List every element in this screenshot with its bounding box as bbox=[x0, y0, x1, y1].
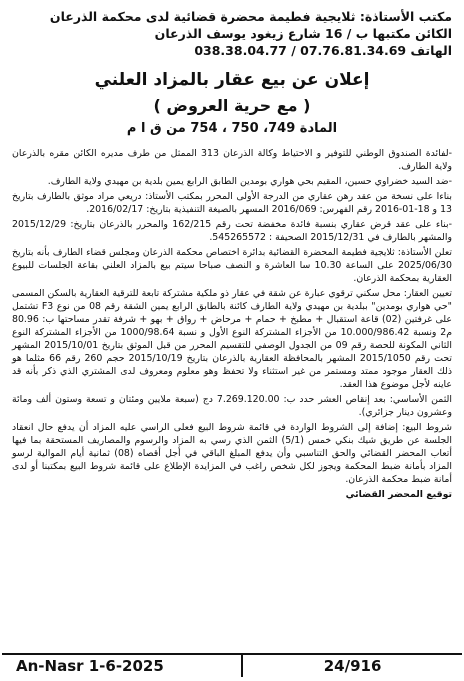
notice-title: إعلان عن بيع عقار بالمزاد العلني bbox=[94, 70, 370, 90]
auction-announcement-paragraph: تعلن الأستاذة: ثلايجية فطيمة المحضرة القضائية بدائرة اختصاص محكمة الذرعان ومجلس قضاء الطارف بأنه بتاريخ 2025/06/30 على الساعة 10.30 سا العاشرة و النصف صباحا سيتم بيع بالمزاد العلني بقاعة الجلسات للبيوع العقارية بمحكمة الذرعان. bbox=[12, 247, 452, 284]
base-price-paragraph: الثمن الأساسي: بعد إنقاص العشر حدد ب: 7.269.120.00 دج (سبعة ملايين ومئتان و تسعة وستون ألف ومائة وعشرون دينار جزائري). bbox=[12, 394, 453, 418]
office-name: مكتب الأستاذة: ثلايجية فطيمة محضرة قضائية لدى محكمة الذرعان bbox=[49, 9, 452, 24]
publication-footer bbox=[2, 653, 462, 677]
notice-subtitle: ( مع حرية العروض ) bbox=[153, 96, 311, 115]
sale-conditions-paragraph: شروط البيع: إضافة إلى الشروط الواردة في قائمة شروط البيع فعلى الراسي عليه المزاد أن يدفع حال انعقاد الجلسة عن طريق شيك بنكي خمس (5/1) الثمن الذي رسي به المزاد والرسوم والمصاريف المستحقة بما فيها أتعاب المحضر القضائي والحق التناسبي وأن يدفع المبلغ الباقي في أجل أقصاه (08) ثمانية أيام الموالية لرسو المزاد بأمانة ضبط المحكمة ويجوز لكل شخص راغب في المزايدة الإطلاع على قائمة شروط البيع بمكتبنا أو لدى أمانة ضبط محكمة الذرعان. bbox=[12, 422, 453, 485]
notice-title-block bbox=[10, 67, 454, 139]
loan-contract-paragraph: -بناء على عقد قرض عقاري بنسبة فائدة مخفضة تحت رقم 162/215 والمحرر بالذرعان بتاريخ: 2015/12/29 والمشهر بالطارف في 2015/12/31 الصحيفة : 545265572. bbox=[12, 219, 453, 243]
notice-reference: 24/916 bbox=[323, 657, 382, 675]
debtor-paragraph: -ضد السيد خضراوي حسين، المقيم بحي هواري بومدين الطابق الرابع يمين بلدية بن مهيدي ولاية الطارف. bbox=[47, 176, 452, 187]
property-description-paragraph: تعيين العقار: محل سكني ترقوي عبارة عن شقة في عقار ذو ملكية مشتركة تابعة للترقية العقارية بالسكن المسمى "حي هواري بومدين" ببلدية بن مهيدي ولاية الطارف كائنة بالطابق الرابع يمين الشقة رقم 08 من نوع F3 تشتمل على غرفتين (02) قاعة استقبال + مطبخ + حمام + مرحاض + رواق + بهو + شرفة تقدر مساحتها ب: 80.96 م2 ونسبة 10.000/986.42 من الأجزاء المشتركة النوع الأول و نسبة 1000/98.64 من الأجزاء المشتركة النوع الثاني المكونة للحصة رقم 09 من الجدول الوصفي للتقسيم المحرر من قبل الموثق بتاريخ 2015/10/01 المشهر تحت رقم 2015/1050 المشهر بالمحافظة العقارية بالذرعان بتاريخ 2015/10/19 حجم 260 رقم 66 مثلما هو ذلك العقار موجود ممتد ومستمر من غير استثناء ولا تحفظ وهو معلوم ومعروف لدى المشتري الذي ذكر بأنه قد عاينه لأجل موضوع هذا العقد. bbox=[12, 288, 452, 390]
bailiff-office-header bbox=[10, 8, 454, 59]
beneficiary-paragraph: -لفائدة الصندوق الوطني للتوفير و الاحتياط وكالة الذرعان 313 الممثل من طرف مديره الكائن مقره بالذرعان ولاية الطارف. bbox=[12, 148, 452, 172]
bailiff-signature: توقيع المحضر القضائي bbox=[345, 489, 452, 500]
mortgage-deed-paragraph: بناءا على نسخة من عقد رهن عقاري من الدرجة الأولى المحرر بمكتب الأستاذ: دريعي مراد موثق بالطارف بتاريخ 13 و 18-01-2016 رقم الفهرس: 2016/069 المسهر بالصيغة التنفيذية بتاريخ: 2016/02/17. bbox=[12, 191, 452, 215]
notice-body bbox=[10, 147, 454, 501]
office-phone: الهاتف 07.76.81.34.69 / 038.38.04.77 bbox=[194, 43, 452, 58]
newspaper-date: An-Nasr 1-6-2025 bbox=[16, 657, 164, 675]
legal-articles: المادة 749، 750 ، 754 من ق ا م bbox=[126, 121, 338, 136]
office-address: الكائن مكتبها ب / 16 شارع زيغود يوسف الذرعان bbox=[154, 26, 452, 41]
